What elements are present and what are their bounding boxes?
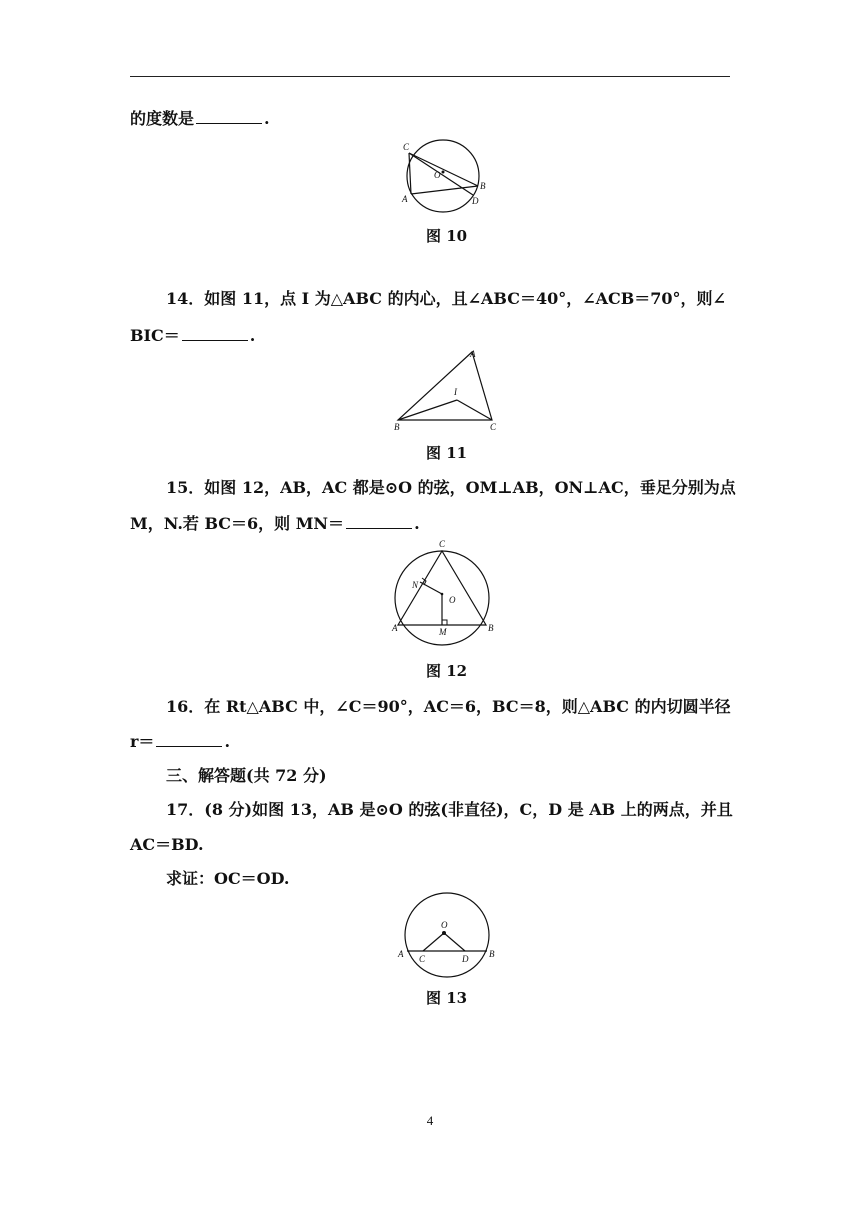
fig12-label-o: O [449, 595, 456, 605]
page-number: 4 [426, 1113, 434, 1128]
fig13-label-o: O [441, 920, 448, 930]
fig13-oc [423, 933, 444, 951]
fig13-label-a: A [398, 949, 404, 959]
fig11-caption: 图 11 [426, 444, 468, 462]
q14-line2: BIC＝ . [130, 326, 256, 345]
fig13-label-b: B [489, 949, 495, 959]
figure-10 [396, 136, 496, 216]
fig11-label-c: C [490, 422, 497, 432]
section-title: 三、解答题(共 72 分) [166, 766, 327, 785]
q16-line1: 16．在 Rt△ABC 中，∠C＝90°，AC＝6，BC＝8，则△ABC 的内切圆半径 [166, 697, 731, 716]
fig12-label-n: N [412, 580, 419, 590]
fig11-label-a: A [470, 349, 476, 359]
fig12-label-c: C [439, 539, 446, 549]
fig10-label-d: D [472, 196, 479, 206]
fig12-caption: 图 12 [426, 662, 468, 680]
q17-line2: AC＝BD. [130, 835, 204, 854]
fig10-label-c: C [403, 142, 410, 152]
q13-line: 的度数是 . [130, 109, 270, 128]
answer-blank-q14 [182, 339, 248, 341]
q15-line1: 15．如图 12，AB，AC 都是⊙O 的弦，OM⊥AB，ON⊥AC，垂足分别为点 [166, 478, 736, 497]
fig12-label-m: M [439, 627, 447, 637]
fig10-label-b: B [480, 181, 486, 191]
fig10-chord-cb [409, 153, 478, 186]
answer-blank-q16 [156, 745, 222, 747]
fig10-chord-cd [409, 153, 473, 195]
fig12-label-a: A [392, 623, 398, 633]
fig10-label-o: O [434, 170, 441, 180]
fig10-caption: 图 10 [426, 227, 468, 245]
fig11-label-i: I [454, 387, 457, 397]
answer-blank-q15 [346, 527, 412, 529]
q17-line3: 求证：OC＝OD. [166, 869, 290, 888]
fig10-label-a: A [402, 194, 408, 204]
fig13-center-dot [442, 931, 446, 935]
answer-blank-q13 [196, 122, 262, 124]
q13-text: 的度数是 [130, 109, 195, 128]
fig11-bisector-bi [398, 400, 457, 420]
fig11-label-b: B [394, 422, 400, 432]
fig13-label-c: C [419, 954, 426, 964]
fig13-caption: 图 13 [426, 989, 468, 1007]
figure-11 [390, 346, 510, 436]
q16-line2: r＝ . [130, 732, 231, 751]
q14-line1: 14．如图 11，点 I 为△ABC 的内心，且∠ABC＝40°，∠ACB＝70°，则∠ [166, 289, 726, 308]
fig13-od [444, 933, 465, 951]
fig10-center-dot [442, 171, 445, 174]
fig11-triangle [398, 352, 492, 420]
figure-12 [388, 536, 498, 646]
figure-13 [394, 890, 504, 980]
q15-line2: M，N.若 BC＝6，则 MN＝ . [130, 514, 420, 533]
fig12-on [420, 582, 442, 594]
header-rule [130, 76, 730, 77]
fig12-right-angle-m [442, 620, 447, 625]
fig12-center-dot [441, 593, 444, 596]
fig13-label-d: D [462, 954, 469, 964]
fig10-chord-ab [411, 186, 478, 194]
fig12-label-b: B [488, 623, 494, 633]
q17-line1: 17．(8 分)如图 13，AB 是⊙O 的弦(非直径)，C，D 是 AB 上的两点，并且 [166, 800, 733, 819]
